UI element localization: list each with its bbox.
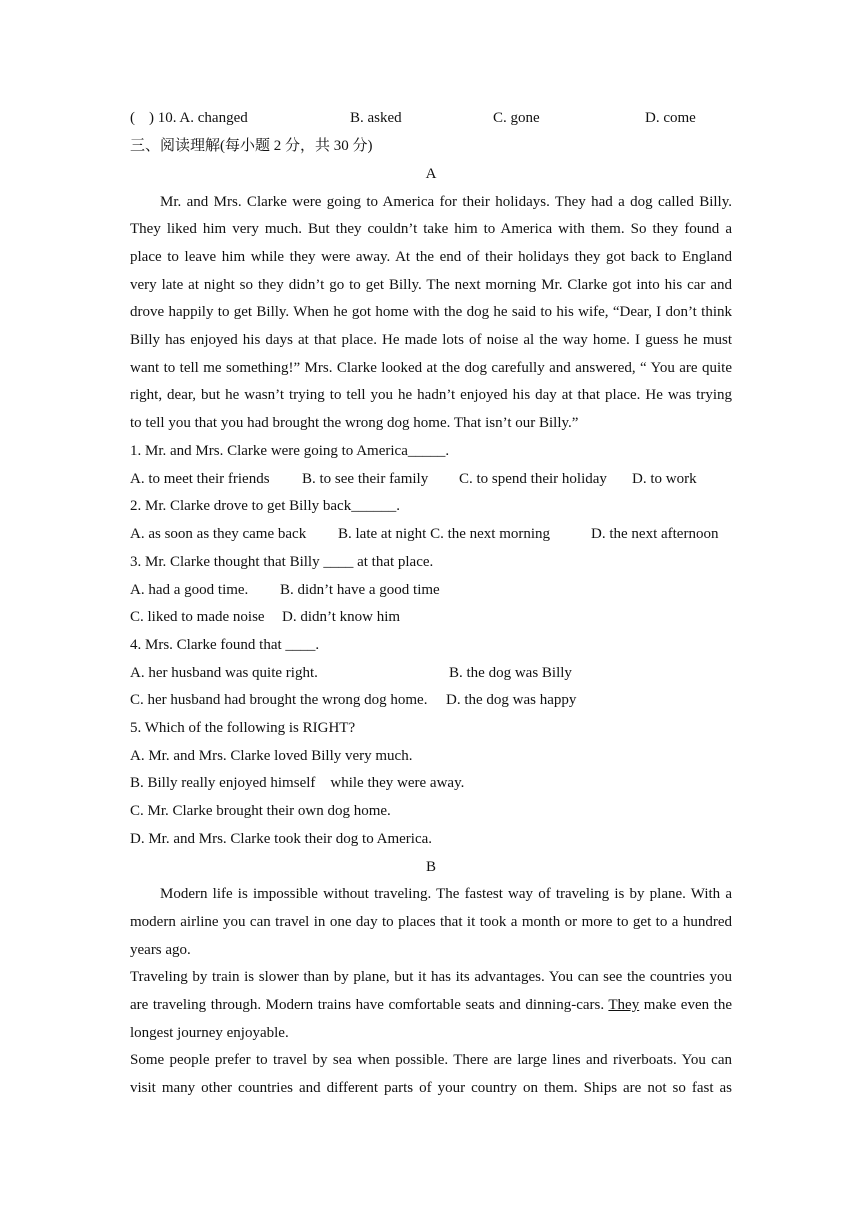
passage-a-line: to tell you that you had brought the wrong dog home. That isn’t our Billy.” bbox=[130, 415, 579, 431]
answer-paren: ( bbox=[130, 110, 135, 126]
question-stem: 5. Which of the following is RIGHT? bbox=[130, 720, 356, 736]
question-stem: 4. Mrs. Clarke found that ____. bbox=[130, 637, 320, 653]
passage-a-line: Billy has enjoyed his days at that place. He made lots of noise al the way home. I guess he must bbox=[130, 332, 732, 348]
q10-option-b: B. asked bbox=[350, 110, 402, 126]
underlined-word: They bbox=[608, 997, 640, 1013]
q5-option-d: D. Mr. and Mrs. Clarke took their dog to America. bbox=[130, 831, 433, 847]
question-stem: 1. Mr. and Mrs. Clarke were going to America_____. bbox=[130, 443, 450, 459]
passage-a-label: A bbox=[425, 166, 437, 182]
passage-a-line: They liked him very much. But they couldn’t take him to America with them. So they found a bbox=[130, 221, 732, 237]
passage-a-line: Mr. and Mrs. Clarke were going to America for their holidays. They had a dog called Billy. bbox=[160, 194, 732, 210]
question-stem: 3. Mr. Clarke thought that Billy ____ at that place. bbox=[130, 554, 434, 570]
q5-option-b: B. Billy really enjoyed himself while they were away. bbox=[130, 775, 465, 791]
q4-option-a: A. her husband was quite right. bbox=[130, 665, 318, 681]
q4-option-d: D. the dog was happy bbox=[446, 692, 577, 708]
q3-option-a: A. had a good time. bbox=[130, 582, 249, 598]
passage-b-line: Modern life is impossible without traveling. The fastest way of traveling is by plane. With a bbox=[160, 886, 732, 902]
passage-a-line: want to tell me something!” Mrs. Clarke looked at the dog carefully and answered, “ You are quite bbox=[130, 360, 732, 376]
passage-b-text: make even the bbox=[643, 997, 733, 1013]
passage-b-line-with-underline bbox=[130, 995, 732, 1015]
q4-option-c: C. her husband had brought the wrong dog home. bbox=[130, 692, 428, 708]
q3-option-b: B. didn’t have a good time bbox=[280, 582, 440, 598]
q2-option-a: A. as soon as they came back bbox=[130, 526, 307, 542]
section-heading: 三、阅读理解(每小题 2 分，共 30 分) bbox=[130, 138, 373, 154]
q2-option-d: D. the next afternoon bbox=[591, 526, 719, 542]
q10-option-a: ) 10. A. changed bbox=[149, 110, 248, 126]
q10-option-c: C. gone bbox=[493, 110, 540, 126]
q1-option-b: B. to see their family bbox=[302, 471, 429, 487]
q1-option-a: A. to meet their friends bbox=[130, 471, 270, 487]
passage-b-label: B bbox=[425, 859, 436, 875]
q1-option-d: D. to work bbox=[632, 471, 697, 487]
q4-option-b: B. the dog was Billy bbox=[449, 665, 572, 681]
passage-b-line: visit many other countries and different parts of your country on them. Ships are not so fast as bbox=[130, 1080, 732, 1096]
q10-option-d: D. come bbox=[645, 110, 696, 126]
q3-option-d: D. didn’t know him bbox=[282, 609, 401, 625]
passage-b-line: longest journey enjoyable. bbox=[130, 1025, 289, 1041]
passage-a-line: very late at night so they didn’t go to get Billy. The next morning Mr. Clarke got into his car and bbox=[130, 277, 732, 293]
passage-b-text: are traveling through. Modern trains have comfortable seats and dinning-cars. bbox=[130, 997, 605, 1013]
q3-option-c: C. liked to made noise bbox=[130, 609, 265, 625]
q5-option-a: A. Mr. and Mrs. Clarke loved Billy very much. bbox=[130, 748, 413, 764]
q2-option-bc: B. late at night C. the next morning bbox=[338, 526, 551, 542]
passage-b-line: modern airline you can travel in one day to places that it took a month or more to get to a hundred bbox=[130, 914, 732, 930]
passage-a-line: drove happily to get Billy. When he got home with the dog he said to his wife, “Dear, I don’t think bbox=[130, 304, 732, 320]
q1-option-c: C. to spend their holiday bbox=[459, 471, 607, 487]
q5-option-c: C. Mr. Clarke brought their own dog home. bbox=[130, 803, 391, 819]
passage-a-line: right, dear, but he wasn’t trying to tell you he hadn’t enjoyed his day at that place. He was trying bbox=[130, 387, 732, 403]
passage-a-line: place to leave him while they were away. At the end of their holidays they got back to England bbox=[130, 249, 732, 265]
passage-b-line: Some people prefer to travel by sea when possible. There are large lines and riverboats. You can bbox=[130, 1052, 732, 1068]
question-stem: 2. Mr. Clarke drove to get Billy back______. bbox=[130, 498, 400, 514]
passage-b-line: years ago. bbox=[130, 942, 191, 958]
passage-b-line: Traveling by train is slower than by plane, but it has its advantages. You can see the countries you bbox=[130, 969, 732, 985]
